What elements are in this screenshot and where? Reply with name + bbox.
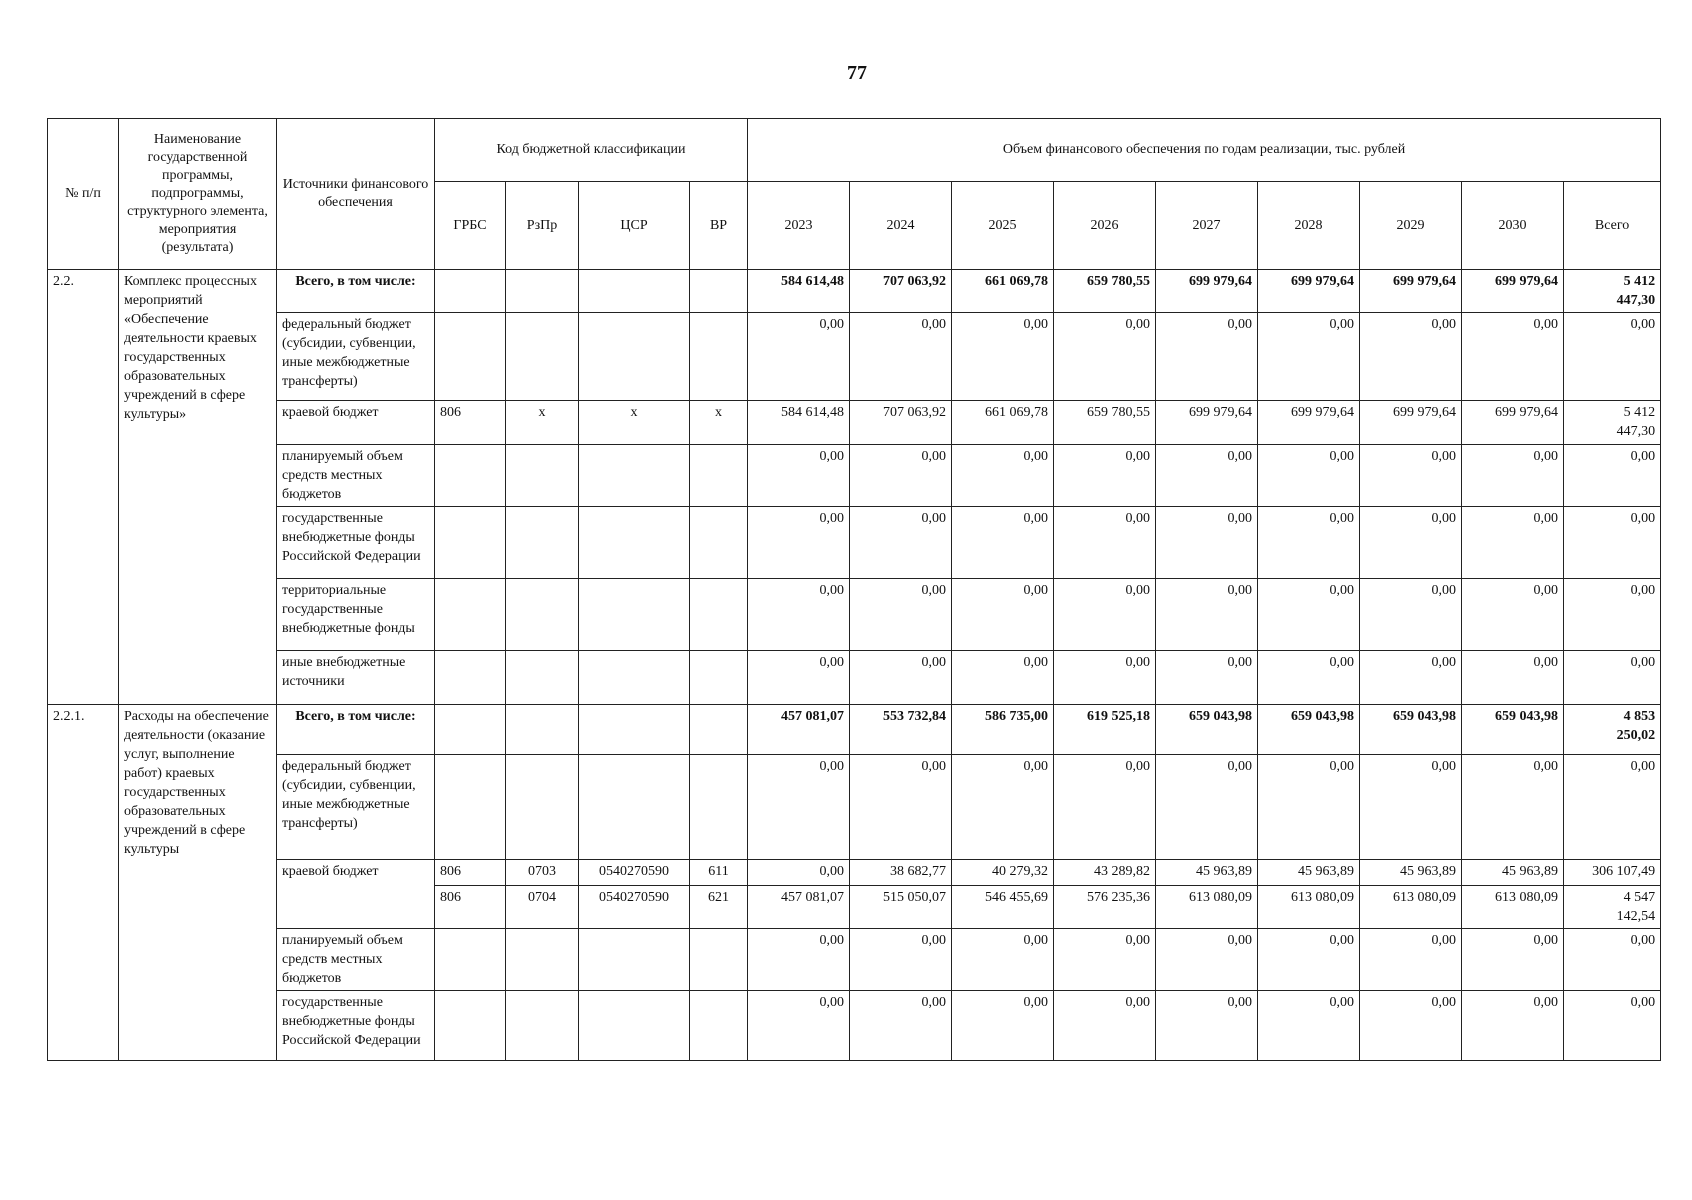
csr-cell [579, 507, 690, 579]
year-value-cell: 0,00 [952, 445, 1054, 507]
header-grbs: ГРБС [435, 182, 506, 270]
year-value-cell: 0,00 [748, 507, 850, 579]
year-value-cell: 707 063,92 [850, 270, 952, 313]
year-value-cell: 0,00 [850, 579, 952, 651]
year-value-cell: 0,00 [1462, 929, 1564, 991]
header-name: Наименование государственной программы, подпрограммы, структурного элемента, мероприятия (результата) [119, 119, 277, 270]
year-value-cell: 0,00 [850, 755, 952, 860]
header-csr: ЦСР [579, 182, 690, 270]
vr-cell [690, 579, 748, 651]
year-value-cell: 0,00 [850, 507, 952, 579]
table-row [48, 579, 1661, 651]
year-value-cell: 40 279,32 [952, 860, 1054, 886]
year-value-cell: 0,00 [748, 860, 850, 886]
source-cell: государственные внебюджетные фонды Российской Федерации [277, 991, 435, 1061]
table-row [48, 651, 1661, 705]
total-value-cell: 4 853 250,02 [1564, 705, 1661, 755]
year-value-cell: 0,00 [1360, 991, 1462, 1061]
page-number: 77 [847, 62, 867, 84]
table-row [48, 313, 1661, 401]
grbs-cell [435, 579, 506, 651]
total-value-cell: 0,00 [1564, 651, 1661, 705]
vr-cell: x [690, 401, 748, 445]
year-value-cell: 0,00 [1462, 991, 1564, 1061]
csr-cell [579, 270, 690, 313]
year-value-cell: 0,00 [850, 651, 952, 705]
vr-cell [690, 270, 748, 313]
year-value-cell: 0,00 [1054, 755, 1156, 860]
source-cell: иные внебюджетные источники [277, 651, 435, 705]
total-value-cell: 0,00 [1564, 313, 1661, 401]
section-number: 2.2.1. [48, 705, 119, 1061]
csr-cell [579, 991, 690, 1061]
year-value-cell: 0,00 [850, 313, 952, 401]
rzpr-cell [506, 651, 579, 705]
year-value-cell: 0,00 [1360, 651, 1462, 705]
table-body [48, 270, 1661, 1061]
rzpr-cell: x [506, 401, 579, 445]
rzpr-cell: 0704 [506, 886, 579, 929]
year-value-cell: 0,00 [748, 651, 850, 705]
vr-cell [690, 755, 748, 860]
vr-cell [690, 445, 748, 507]
grbs-cell [435, 929, 506, 991]
year-value-cell: 0,00 [952, 313, 1054, 401]
total-value-cell: 306 107,49 [1564, 860, 1661, 886]
year-value-cell: 0,00 [1462, 445, 1564, 507]
header-volume-group: Объем финансового обеспечения по годам реализации, тыс. рублей [748, 119, 1661, 182]
table-row [48, 860, 1661, 886]
total-value-cell: 0,00 [1564, 579, 1661, 651]
year-value-cell: 613 080,09 [1360, 886, 1462, 929]
year-value-cell: 576 235,36 [1054, 886, 1156, 929]
table-row [48, 507, 1661, 579]
year-value-cell: 0,00 [1054, 651, 1156, 705]
year-value-cell: 0,00 [1054, 313, 1156, 401]
rzpr-cell [506, 270, 579, 313]
year-value-cell: 0,00 [1156, 445, 1258, 507]
year-value-cell: 38 682,77 [850, 860, 952, 886]
year-value-cell: 45 963,89 [1462, 860, 1564, 886]
grbs-cell [435, 507, 506, 579]
year-value-cell: 0,00 [952, 929, 1054, 991]
year-value-cell: 659 043,98 [1462, 705, 1564, 755]
year-value-cell: 659 043,98 [1360, 705, 1462, 755]
header-year: 2030 [1462, 182, 1564, 270]
grbs-cell [435, 755, 506, 860]
year-value-cell: 0,00 [1360, 507, 1462, 579]
header-code-group: Код бюджетной классификации [435, 119, 748, 182]
vr-cell: 621 [690, 886, 748, 929]
vr-cell [690, 991, 748, 1061]
year-value-cell: 586 735,00 [952, 705, 1054, 755]
year-value-cell: 0,00 [1156, 929, 1258, 991]
year-value-cell: 0,00 [850, 991, 952, 1061]
year-value-cell: 0,00 [1360, 579, 1462, 651]
year-value-cell: 0,00 [1156, 651, 1258, 705]
year-value-cell: 0,00 [1360, 929, 1462, 991]
total-value-cell: 0,00 [1564, 991, 1661, 1061]
vr-cell [690, 651, 748, 705]
total-value-cell: 5 412 447,30 [1564, 401, 1661, 445]
source-cell: государственные внебюджетные фонды Российской Федерации [277, 507, 435, 579]
rzpr-cell: 0703 [506, 860, 579, 886]
year-value-cell: 699 979,64 [1462, 401, 1564, 445]
grbs-cell: 806 [435, 860, 506, 886]
year-value-cell: 0,00 [1462, 507, 1564, 579]
header-year: 2024 [850, 182, 952, 270]
year-value-cell: 45 963,89 [1156, 860, 1258, 886]
header-num: № п/п [48, 119, 119, 270]
year-value-cell: 0,00 [1258, 651, 1360, 705]
year-value-cell: 699 979,64 [1156, 270, 1258, 313]
year-value-cell: 0,00 [1156, 991, 1258, 1061]
csr-cell: 0540270590 [579, 886, 690, 929]
year-value-cell: 0,00 [1462, 755, 1564, 860]
year-value-cell: 0,00 [1054, 445, 1156, 507]
year-value-cell: 699 979,64 [1462, 270, 1564, 313]
rzpr-cell [506, 705, 579, 755]
table-header [48, 119, 1661, 270]
year-value-cell: 659 043,98 [1258, 705, 1360, 755]
year-value-cell: 699 979,64 [1156, 401, 1258, 445]
year-value-cell: 699 979,64 [1258, 401, 1360, 445]
year-value-cell: 699 979,64 [1258, 270, 1360, 313]
year-value-cell: 0,00 [748, 579, 850, 651]
source-cell: территориальные государственные внебюджетные фонды [277, 579, 435, 651]
total-value-cell: 5 412 447,30 [1564, 270, 1661, 313]
year-value-cell: 0,00 [1462, 579, 1564, 651]
grbs-cell [435, 705, 506, 755]
year-value-cell: 613 080,09 [1462, 886, 1564, 929]
source-cell: планируемый объем средств местных бюджетов [277, 445, 435, 507]
year-value-cell: 0,00 [952, 651, 1054, 705]
year-value-cell: 0,00 [1258, 991, 1360, 1061]
year-value-cell: 0,00 [748, 313, 850, 401]
budget-table [47, 118, 1661, 1061]
csr-cell: 0540270590 [579, 860, 690, 886]
year-value-cell: 659 780,55 [1054, 270, 1156, 313]
table-row [48, 755, 1661, 860]
year-value-cell: 699 979,64 [1360, 401, 1462, 445]
table-row [48, 705, 1661, 755]
source-cell: федеральный бюджет (субсидии, субвенции, иные межбюджетные трансферты) [277, 313, 435, 401]
table-row [48, 445, 1661, 507]
year-value-cell: 661 069,78 [952, 401, 1054, 445]
year-value-cell: 0,00 [1360, 313, 1462, 401]
year-value-cell: 0,00 [850, 929, 952, 991]
rzpr-cell [506, 579, 579, 651]
year-value-cell: 613 080,09 [1258, 886, 1360, 929]
year-value-cell: 0,00 [1258, 755, 1360, 860]
grbs-cell [435, 991, 506, 1061]
year-value-cell: 0,00 [952, 507, 1054, 579]
year-value-cell: 584 614,48 [748, 401, 850, 445]
header-year: 2023 [748, 182, 850, 270]
total-value-cell: 4 547 142,54 [1564, 886, 1661, 929]
year-value-cell: 553 732,84 [850, 705, 952, 755]
year-value-cell: 0,00 [1054, 579, 1156, 651]
header-year: 2027 [1156, 182, 1258, 270]
table-row [48, 401, 1661, 445]
header-year: 2026 [1054, 182, 1156, 270]
year-value-cell: 0,00 [1054, 929, 1156, 991]
rzpr-cell [506, 929, 579, 991]
year-value-cell: 0,00 [1258, 579, 1360, 651]
grbs-cell: 806 [435, 886, 506, 929]
grbs-cell: 806 [435, 401, 506, 445]
year-value-cell: 699 979,64 [1360, 270, 1462, 313]
year-value-cell: 0,00 [1258, 313, 1360, 401]
year-value-cell: 661 069,78 [952, 270, 1054, 313]
source-cell: Всего, в том числе: [277, 270, 435, 313]
year-value-cell: 515 050,07 [850, 886, 952, 929]
total-value-cell: 0,00 [1564, 929, 1661, 991]
year-value-cell: 0,00 [1258, 929, 1360, 991]
csr-cell: x [579, 401, 690, 445]
grbs-cell [435, 270, 506, 313]
grbs-cell [435, 651, 506, 705]
year-value-cell: 0,00 [1258, 507, 1360, 579]
section-name: Расходы на обеспечение деятельности (оказание услуг, выполнение работ) краевых государственных образовательных учреждений в сфере культуры [119, 705, 277, 1061]
year-value-cell: 546 455,69 [952, 886, 1054, 929]
total-value-cell: 0,00 [1564, 755, 1661, 860]
year-value-cell: 659 043,98 [1156, 705, 1258, 755]
header-year: 2025 [952, 182, 1054, 270]
year-value-cell: 0,00 [1360, 445, 1462, 507]
year-value-cell: 45 963,89 [1258, 860, 1360, 886]
source-cell: планируемый объем средств местных бюджетов [277, 929, 435, 991]
vr-cell: 611 [690, 860, 748, 886]
year-value-cell: 0,00 [748, 755, 850, 860]
csr-cell [579, 929, 690, 991]
csr-cell [579, 579, 690, 651]
year-value-cell: 0,00 [850, 445, 952, 507]
header-year: 2029 [1360, 182, 1462, 270]
source-cell: Всего, в том числе: [277, 705, 435, 755]
source-cell: федеральный бюджет (субсидии, субвенции, иные межбюджетные трансферты) [277, 755, 435, 860]
year-value-cell: 0,00 [952, 579, 1054, 651]
source-cell: краевой бюджет [277, 401, 435, 445]
total-value-cell: 0,00 [1564, 445, 1661, 507]
year-value-cell: 0,00 [1156, 507, 1258, 579]
rzpr-cell [506, 313, 579, 401]
vr-cell [690, 929, 748, 991]
year-value-cell: 0,00 [1156, 755, 1258, 860]
csr-cell [579, 313, 690, 401]
year-value-cell: 0,00 [1360, 755, 1462, 860]
year-value-cell: 707 063,92 [850, 401, 952, 445]
rzpr-cell [506, 507, 579, 579]
year-value-cell: 0,00 [1054, 507, 1156, 579]
rzpr-cell [506, 991, 579, 1061]
year-value-cell: 0,00 [1156, 579, 1258, 651]
header-year: 2028 [1258, 182, 1360, 270]
rzpr-cell [506, 445, 579, 507]
source-cell: краевой бюджет [277, 860, 435, 929]
vr-cell [690, 705, 748, 755]
grbs-cell [435, 445, 506, 507]
header-rzpr: РзПр [506, 182, 579, 270]
year-value-cell: 0,00 [748, 445, 850, 507]
year-value-cell: 613 080,09 [1156, 886, 1258, 929]
vr-cell [690, 313, 748, 401]
section-name: Комплекс процессных мероприятий «Обеспечение деятельности краевых государственных образовательных учреждений в сфере культуры» [119, 270, 277, 705]
year-value-cell: 584 614,48 [748, 270, 850, 313]
csr-cell [579, 445, 690, 507]
csr-cell [579, 651, 690, 705]
header-vr: ВР [690, 182, 748, 270]
year-value-cell: 457 081,07 [748, 705, 850, 755]
grbs-cell [435, 313, 506, 401]
header-total: Всего [1564, 182, 1661, 270]
year-value-cell: 0,00 [748, 929, 850, 991]
year-value-cell: 0,00 [748, 991, 850, 1061]
year-value-cell: 619 525,18 [1054, 705, 1156, 755]
total-value-cell: 0,00 [1564, 507, 1661, 579]
year-value-cell: 659 780,55 [1054, 401, 1156, 445]
csr-cell [579, 755, 690, 860]
year-value-cell: 45 963,89 [1360, 860, 1462, 886]
rzpr-cell [506, 755, 579, 860]
year-value-cell: 43 289,82 [1054, 860, 1156, 886]
table-row [48, 270, 1661, 313]
year-value-cell: 0,00 [952, 991, 1054, 1061]
year-value-cell: 0,00 [952, 755, 1054, 860]
year-value-cell: 0,00 [1462, 651, 1564, 705]
table-row [48, 929, 1661, 991]
table-row [48, 991, 1661, 1061]
year-value-cell: 0,00 [1156, 313, 1258, 401]
header-sources: Источники финансового обеспечения [277, 119, 435, 270]
year-value-cell: 0,00 [1054, 991, 1156, 1061]
vr-cell [690, 507, 748, 579]
csr-cell [579, 705, 690, 755]
year-value-cell: 457 081,07 [748, 886, 850, 929]
year-value-cell: 0,00 [1462, 313, 1564, 401]
year-value-cell: 0,00 [1258, 445, 1360, 507]
section-number: 2.2. [48, 270, 119, 705]
